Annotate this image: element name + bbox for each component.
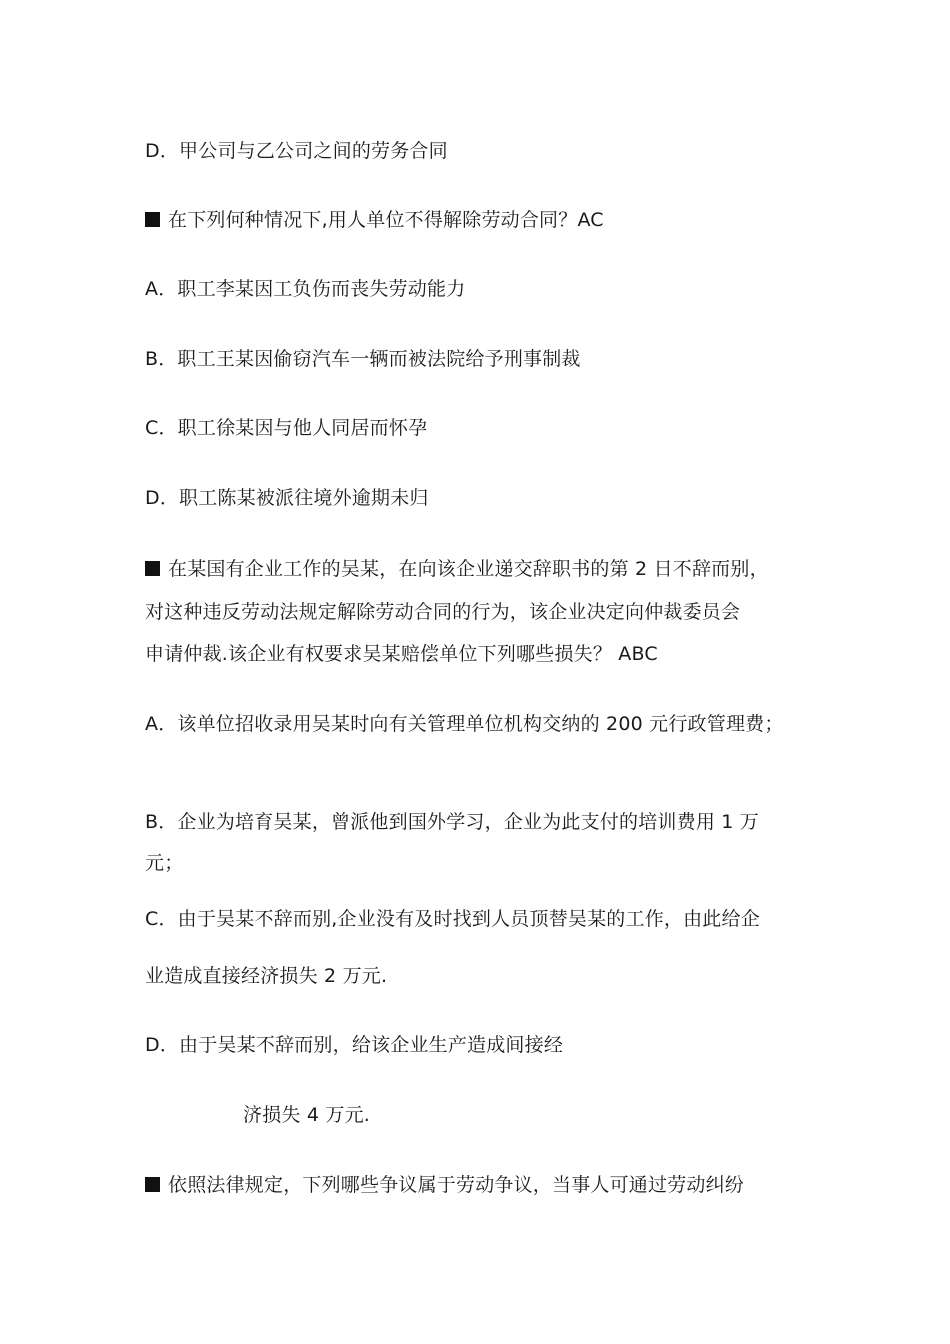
line-text: 业造成直接经济损失 2 万元. — [145, 965, 388, 987]
line-text: C．由于吴某不辞而别,企业没有及时找到人员顶替吴某的工作，由此给企 — [145, 908, 760, 930]
option-c-q2-line-1 — [145, 907, 760, 931]
question-text: 对这种违反劳动法规定解除劳动合同的行为，该企业决定向仲裁委员会 — [145, 601, 741, 623]
option-c-q1 — [145, 416, 427, 440]
line-text: A．职工李某因工负伤而丧失劳动能力 — [145, 278, 466, 300]
option-d-q1 — [145, 486, 429, 510]
bullet-square-icon — [145, 561, 160, 576]
line-text: A．该单位招收录用吴某时向有关管理单位机构交纳的 200 元行政管理费； — [145, 713, 784, 735]
option-a-q2 — [145, 712, 784, 736]
question-1 — [145, 208, 604, 232]
question-text: 在某国有企业工作的吴某，在向该企业递交辞职书的第 2 日不辞而别， — [168, 558, 769, 580]
bullet-square-icon — [145, 1177, 160, 1192]
option-d-q2-line-1 — [145, 1033, 563, 1057]
question-2-line-3 — [145, 642, 658, 666]
question-text: 申请仲裁.该企业有权要求吴某赔偿单位下列哪些损失？ ABC — [145, 643, 658, 665]
option-a-q1 — [145, 277, 465, 301]
question-text: 依照法律规定，下列哪些争议属于劳动争议，当事人可通过劳动纠纷 — [168, 1174, 745, 1196]
option-c-q2-line-2 — [145, 964, 387, 988]
line-text: 济损失 4 万元. — [243, 1104, 371, 1126]
line-text: D．由于吴某不辞而别，给该企业生产造成间接经 — [145, 1034, 564, 1056]
line-text: C．职工徐某因与他人同居而怀孕 — [145, 417, 428, 439]
question-3 — [145, 1173, 744, 1197]
question-2-line-2 — [145, 600, 740, 624]
question-2-line-1 — [145, 557, 769, 581]
line-text: D．甲公司与乙公司之间的劳务合同 — [145, 140, 448, 162]
bullet-square-icon — [145, 212, 160, 227]
option-b-q1 — [145, 347, 581, 371]
question-text: 在下列何种情况下,用人单位不得解除劳动合同？AC — [168, 209, 604, 231]
line-text: B．职工王某因偷窃汽车一辆而被法院给予刑事制裁 — [145, 348, 581, 370]
line-text: B．企业为培育吴某，曾派他到国外学习，企业为此支付的培训费用 1 万 — [145, 811, 760, 833]
option-d-q0 — [145, 139, 448, 163]
option-b-q2-line-2 — [145, 851, 183, 875]
line-text: 元； — [145, 852, 184, 874]
option-b-q2-line-1 — [145, 810, 759, 834]
line-text: D．职工陈某被派往境外逾期未归 — [145, 487, 429, 509]
option-d-q2-line-2 — [243, 1103, 370, 1127]
